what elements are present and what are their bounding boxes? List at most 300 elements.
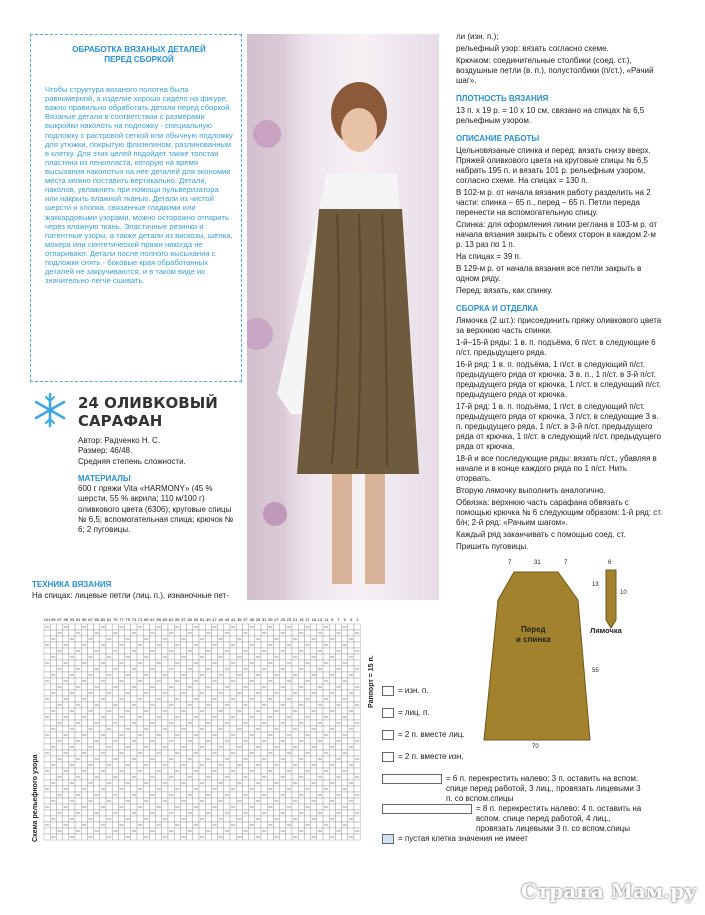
chart-cell <box>329 804 335 810</box>
chart-cell <box>304 708 310 714</box>
dim-left-small: 13 <box>592 582 599 588</box>
chart-cell <box>131 678 137 684</box>
chart-cell <box>149 690 155 696</box>
chart-cell <box>112 798 118 804</box>
chart-cell <box>56 636 62 642</box>
chart-cell <box>75 678 81 684</box>
chart-cell <box>280 714 286 720</box>
chart-cell <box>143 684 149 690</box>
chart-cell <box>81 672 87 678</box>
chart-cell <box>249 726 255 732</box>
chart-cell <box>94 744 100 750</box>
chart-cell <box>236 786 242 792</box>
chart-cell <box>236 684 242 690</box>
chart-cell <box>44 654 50 660</box>
chart-cell <box>298 678 304 684</box>
chart-cell <box>75 726 81 732</box>
chart-cell <box>44 702 50 708</box>
chart-cell <box>87 630 93 636</box>
chart-cell <box>304 630 310 636</box>
chart-cell <box>87 768 93 774</box>
chart-cell <box>255 738 261 744</box>
chart-cell <box>286 666 292 672</box>
chart-cell <box>298 816 304 822</box>
chart-cell <box>261 834 267 840</box>
chart-col-number: 39 <box>237 617 242 622</box>
chart-cell <box>267 702 273 708</box>
chart-col-number: 15 <box>311 617 316 622</box>
chart-cell <box>94 696 100 702</box>
chart-cell <box>168 732 174 738</box>
chart-cell <box>168 642 174 648</box>
chart-cell <box>230 816 236 822</box>
chart-axis-label: Схема рельефного узора <box>32 754 39 842</box>
chart-cell <box>75 732 81 738</box>
chart-cell <box>118 630 124 636</box>
chart-cell <box>149 678 155 684</box>
chart-cell <box>292 660 298 666</box>
chart-cell <box>261 762 267 768</box>
chart-cell <box>236 804 242 810</box>
chart-cell <box>205 642 211 648</box>
chart-cell <box>348 624 354 630</box>
chart-cell <box>112 726 118 732</box>
chart-cell <box>75 672 81 678</box>
chart-cell <box>255 624 261 630</box>
chart-cell <box>311 678 317 684</box>
chart-col-number: 63 <box>162 617 168 622</box>
chart-cell <box>106 678 112 684</box>
chart-cell <box>211 648 217 654</box>
chart-cell <box>193 666 199 672</box>
chart-cell <box>187 672 193 678</box>
chart-cell <box>311 810 317 816</box>
chart-cell <box>311 828 317 834</box>
chart-cell <box>298 750 304 756</box>
chart-cell <box>255 678 261 684</box>
chart-cell <box>323 726 329 732</box>
chart-cell <box>118 744 124 750</box>
chart-cell <box>323 636 329 642</box>
chart-cell <box>162 828 168 834</box>
chart-cell <box>249 720 255 726</box>
chart-cell <box>230 810 236 816</box>
chart-cell <box>199 714 205 720</box>
chart-cell <box>323 828 329 834</box>
chart-cell <box>187 708 193 714</box>
chart-cell <box>273 702 279 708</box>
chart-cell <box>267 762 273 768</box>
chart-cell <box>323 684 329 690</box>
chart-cell <box>273 720 279 726</box>
chart-cell <box>298 696 304 702</box>
work-title: ОПИСАНИЕ РАБОТЫ <box>456 134 540 143</box>
chart-col-number: 61 <box>168 617 174 622</box>
chart-cell <box>125 720 131 726</box>
chart-cell <box>81 756 87 762</box>
chart-cell <box>249 648 255 654</box>
chart-cell <box>249 756 255 762</box>
chart-cell <box>348 810 354 816</box>
chart-cell <box>267 708 273 714</box>
chart-cell <box>317 714 323 720</box>
chart-cell <box>230 654 236 660</box>
chart-cell <box>286 762 292 768</box>
chart-cell <box>267 738 273 744</box>
chart-cell <box>249 762 255 768</box>
chart-cell <box>137 636 143 642</box>
chart-col-number: 53 <box>193 617 199 622</box>
chart-cell <box>106 756 112 762</box>
chart-cell <box>112 732 118 738</box>
chart-cell <box>168 744 174 750</box>
chart-cell <box>242 624 248 630</box>
chart-cell <box>100 798 106 804</box>
chart-cell <box>131 834 137 840</box>
chart-cell <box>280 762 286 768</box>
chart-cell <box>75 816 81 822</box>
chart-cell <box>304 738 310 744</box>
chart-col-number: 51 <box>199 617 205 622</box>
chart-cell <box>354 690 360 696</box>
chart-cell <box>342 630 348 636</box>
dim-top-left: 7 <box>508 560 512 566</box>
chart-cell <box>131 660 137 666</box>
chart-cell <box>342 666 348 672</box>
chart-col-number: 99 <box>51 617 56 622</box>
chart-cell <box>75 708 81 714</box>
chart-cell <box>230 792 236 798</box>
chart-cell <box>280 786 286 792</box>
chart-cell <box>187 678 193 684</box>
chart-cell <box>273 696 279 702</box>
chart-cell <box>230 738 236 744</box>
chart-cell <box>125 804 131 810</box>
chart-cell <box>342 744 348 750</box>
chart-cell <box>56 816 62 822</box>
chart-cell <box>267 690 273 696</box>
chart-cell <box>137 816 143 822</box>
chart-cell <box>205 726 211 732</box>
chart-cell <box>180 648 186 654</box>
chart-cell <box>267 798 273 804</box>
chart-cell <box>335 816 341 822</box>
chart-cell <box>348 642 354 648</box>
work-4: На спицах = 39 п. <box>456 252 522 261</box>
chart-cell <box>156 666 162 672</box>
chart-cell <box>342 720 348 726</box>
chart-cell <box>329 738 335 744</box>
chart-col-number: 1 <box>355 617 359 622</box>
chart-cell <box>286 702 292 708</box>
chart-cell <box>94 624 100 630</box>
chart-col-number: 7 <box>337 617 340 622</box>
legend-knit: = лиц. п. <box>382 708 430 718</box>
chart-cell <box>112 822 118 828</box>
chart-cell <box>255 660 261 666</box>
chart-cell <box>118 666 124 672</box>
chart-cell <box>286 684 292 690</box>
chart-cell <box>342 798 348 804</box>
chart-cell <box>323 792 329 798</box>
chart-cell <box>75 780 81 786</box>
chart-cell <box>236 666 242 672</box>
chart-cell <box>218 630 224 636</box>
chart-cell <box>286 738 292 744</box>
chart-cell <box>317 768 323 774</box>
chart-cell <box>211 828 217 834</box>
chart-cell <box>168 762 174 768</box>
chart-cell <box>112 678 118 684</box>
chart-cell <box>218 822 224 828</box>
chart-cell <box>205 714 211 720</box>
chart-cell <box>236 756 242 762</box>
chart-cell <box>100 834 106 840</box>
chart-cell <box>261 714 267 720</box>
chart-cell <box>342 834 348 840</box>
chart-cell <box>236 678 242 684</box>
chart-cell <box>125 678 131 684</box>
chart-cell <box>94 642 100 648</box>
chart-col-number: 77 <box>119 617 124 622</box>
chart-cell <box>348 696 354 702</box>
chart-cell <box>149 798 155 804</box>
chart-cell <box>267 744 273 750</box>
chart-cell <box>199 624 205 630</box>
pattern-label-strap: Лямочка <box>590 626 622 635</box>
chart-cell <box>143 810 149 816</box>
chart-cell <box>156 828 162 834</box>
chart-cell <box>44 756 50 762</box>
chart-cell <box>131 804 137 810</box>
chart-cell <box>193 636 199 642</box>
chart-cell <box>69 792 75 798</box>
chart-cell <box>50 804 56 810</box>
chart-cell <box>187 768 193 774</box>
chart-cell <box>56 678 62 684</box>
chart-cell <box>174 798 180 804</box>
chart-cell <box>329 768 335 774</box>
chart-cell <box>106 774 112 780</box>
chart-cell <box>236 732 242 738</box>
chart-cell <box>143 792 149 798</box>
chart-cell <box>118 702 124 708</box>
chart-cell <box>63 720 69 726</box>
chart-cell <box>149 672 155 678</box>
chart-cell <box>193 780 199 786</box>
chart-cell <box>100 738 106 744</box>
chart-cell <box>44 774 50 780</box>
chart-cell <box>100 756 106 762</box>
chart-cell <box>56 672 62 678</box>
chart-cell <box>323 708 329 714</box>
chart-cell <box>335 690 341 696</box>
chart-cell <box>168 636 174 642</box>
chart-cell <box>205 786 211 792</box>
chart-cell <box>137 744 143 750</box>
chart-cell <box>162 804 168 810</box>
chart-cell <box>255 732 261 738</box>
chart-cell <box>224 642 230 648</box>
chart-cell <box>100 828 106 834</box>
chart-cell <box>342 774 348 780</box>
chart-cell <box>50 750 56 756</box>
chart-cell <box>143 732 149 738</box>
chart-cell <box>44 744 50 750</box>
chart-cell <box>311 822 317 828</box>
chart-cell <box>81 798 87 804</box>
chart-cell <box>149 624 155 630</box>
chart-col-number: 19 <box>299 617 304 622</box>
chart-cell <box>137 774 143 780</box>
chart-cell <box>273 756 279 762</box>
chart-cell <box>81 648 87 654</box>
chart-cell <box>106 696 112 702</box>
chart-cell <box>63 762 69 768</box>
chart-cell <box>118 810 124 816</box>
chart-cell <box>87 810 93 816</box>
chart-cell <box>81 834 87 840</box>
chart-cell <box>100 726 106 732</box>
chart-cell <box>199 678 205 684</box>
chart-cell <box>44 798 50 804</box>
chart-cell <box>131 780 137 786</box>
chart-cell <box>100 708 106 714</box>
chart-cell <box>112 834 118 840</box>
chart-cell <box>267 672 273 678</box>
chart-cell <box>131 822 137 828</box>
chart-cell <box>335 768 341 774</box>
chart-cell <box>199 630 205 636</box>
chart-cell <box>112 672 118 678</box>
chart-cell <box>143 738 149 744</box>
chart-cell <box>304 648 310 654</box>
chart-cell <box>218 756 224 762</box>
chart-cell <box>143 750 149 756</box>
chart-cell <box>193 702 199 708</box>
chart-cell <box>180 804 186 810</box>
chart-cell <box>168 660 174 666</box>
chart-cell <box>205 636 211 642</box>
chart-cell <box>261 732 267 738</box>
chart-col-number: 59 <box>175 617 180 622</box>
chart-cell <box>199 792 205 798</box>
chart-cell <box>81 666 87 672</box>
chart-cell <box>348 750 354 756</box>
chart-cell <box>193 762 199 768</box>
chart-col-number: 93 <box>69 617 75 622</box>
chart-cell <box>242 780 248 786</box>
chart-cell <box>292 792 298 798</box>
chart-cell <box>180 702 186 708</box>
chart-cell <box>156 684 162 690</box>
chart-cell <box>304 672 310 678</box>
chart-cell <box>174 762 180 768</box>
chart-cell <box>261 690 267 696</box>
chart-cell <box>205 822 211 828</box>
chart-cell <box>304 684 310 690</box>
chart-cell <box>50 720 56 726</box>
assembly-title: СБОРКА И ОТДЕЛКА <box>456 304 539 313</box>
chart-cell <box>118 648 124 654</box>
chart-cell <box>112 654 118 660</box>
chart-cell <box>242 690 248 696</box>
chart-cell <box>112 696 118 702</box>
chart-cell <box>63 666 69 672</box>
chart-cell <box>137 828 143 834</box>
instructions-column <box>456 32 664 554</box>
chart-cell <box>323 816 329 822</box>
chart-cell <box>205 744 211 750</box>
chart-cell <box>94 822 100 828</box>
chart-cell <box>44 666 50 672</box>
chart-cell <box>286 708 292 714</box>
chart-cell <box>242 786 248 792</box>
chart-cell <box>131 726 137 732</box>
chart-cell <box>342 762 348 768</box>
chart-cell <box>317 660 323 666</box>
chart-cell <box>81 684 87 690</box>
chart-cell <box>112 804 118 810</box>
chart-cell <box>329 642 335 648</box>
chart-cell <box>143 804 149 810</box>
chart-cell <box>137 684 143 690</box>
chart-cell <box>100 690 106 696</box>
chart-cell <box>131 690 137 696</box>
chart-cell <box>94 762 100 768</box>
project-meta <box>78 436 186 467</box>
chart-cell <box>50 702 56 708</box>
chart-cell <box>50 678 56 684</box>
chart-cell <box>292 714 298 720</box>
dim-height: 55 <box>592 668 599 674</box>
dim-bottom: 70 <box>532 744 539 750</box>
chart-cell <box>280 690 286 696</box>
chart-cell <box>81 744 87 750</box>
chart-cell <box>286 798 292 804</box>
chart-cell <box>56 660 62 666</box>
chart-cell <box>230 648 236 654</box>
chart-cell <box>236 768 242 774</box>
chart-cell <box>112 816 118 822</box>
chart-cell <box>94 768 100 774</box>
chart-col-number: 31 <box>261 617 267 622</box>
chart-cell <box>100 630 106 636</box>
chart-cell <box>205 690 211 696</box>
chart-cell <box>311 642 317 648</box>
chart-cell <box>267 816 273 822</box>
chart-cell <box>335 744 341 750</box>
chart-cell <box>273 648 279 654</box>
chart-cell <box>273 738 279 744</box>
chart-cell <box>125 684 131 690</box>
chart-cell <box>63 810 69 816</box>
chart-cell <box>100 744 106 750</box>
chart-cell <box>69 696 75 702</box>
chart-cell <box>174 684 180 690</box>
chart-cell <box>174 816 180 822</box>
chart-cell <box>348 678 354 684</box>
chart-cell <box>44 630 50 636</box>
dim-strap-w: 6 <box>608 560 612 566</box>
chart-cell <box>211 672 217 678</box>
chart-cell <box>180 642 186 648</box>
chart-cell <box>329 630 335 636</box>
chart-cell <box>249 654 255 660</box>
chart-cell <box>298 654 304 660</box>
chart-cell <box>156 798 162 804</box>
chart-cell <box>218 648 224 654</box>
